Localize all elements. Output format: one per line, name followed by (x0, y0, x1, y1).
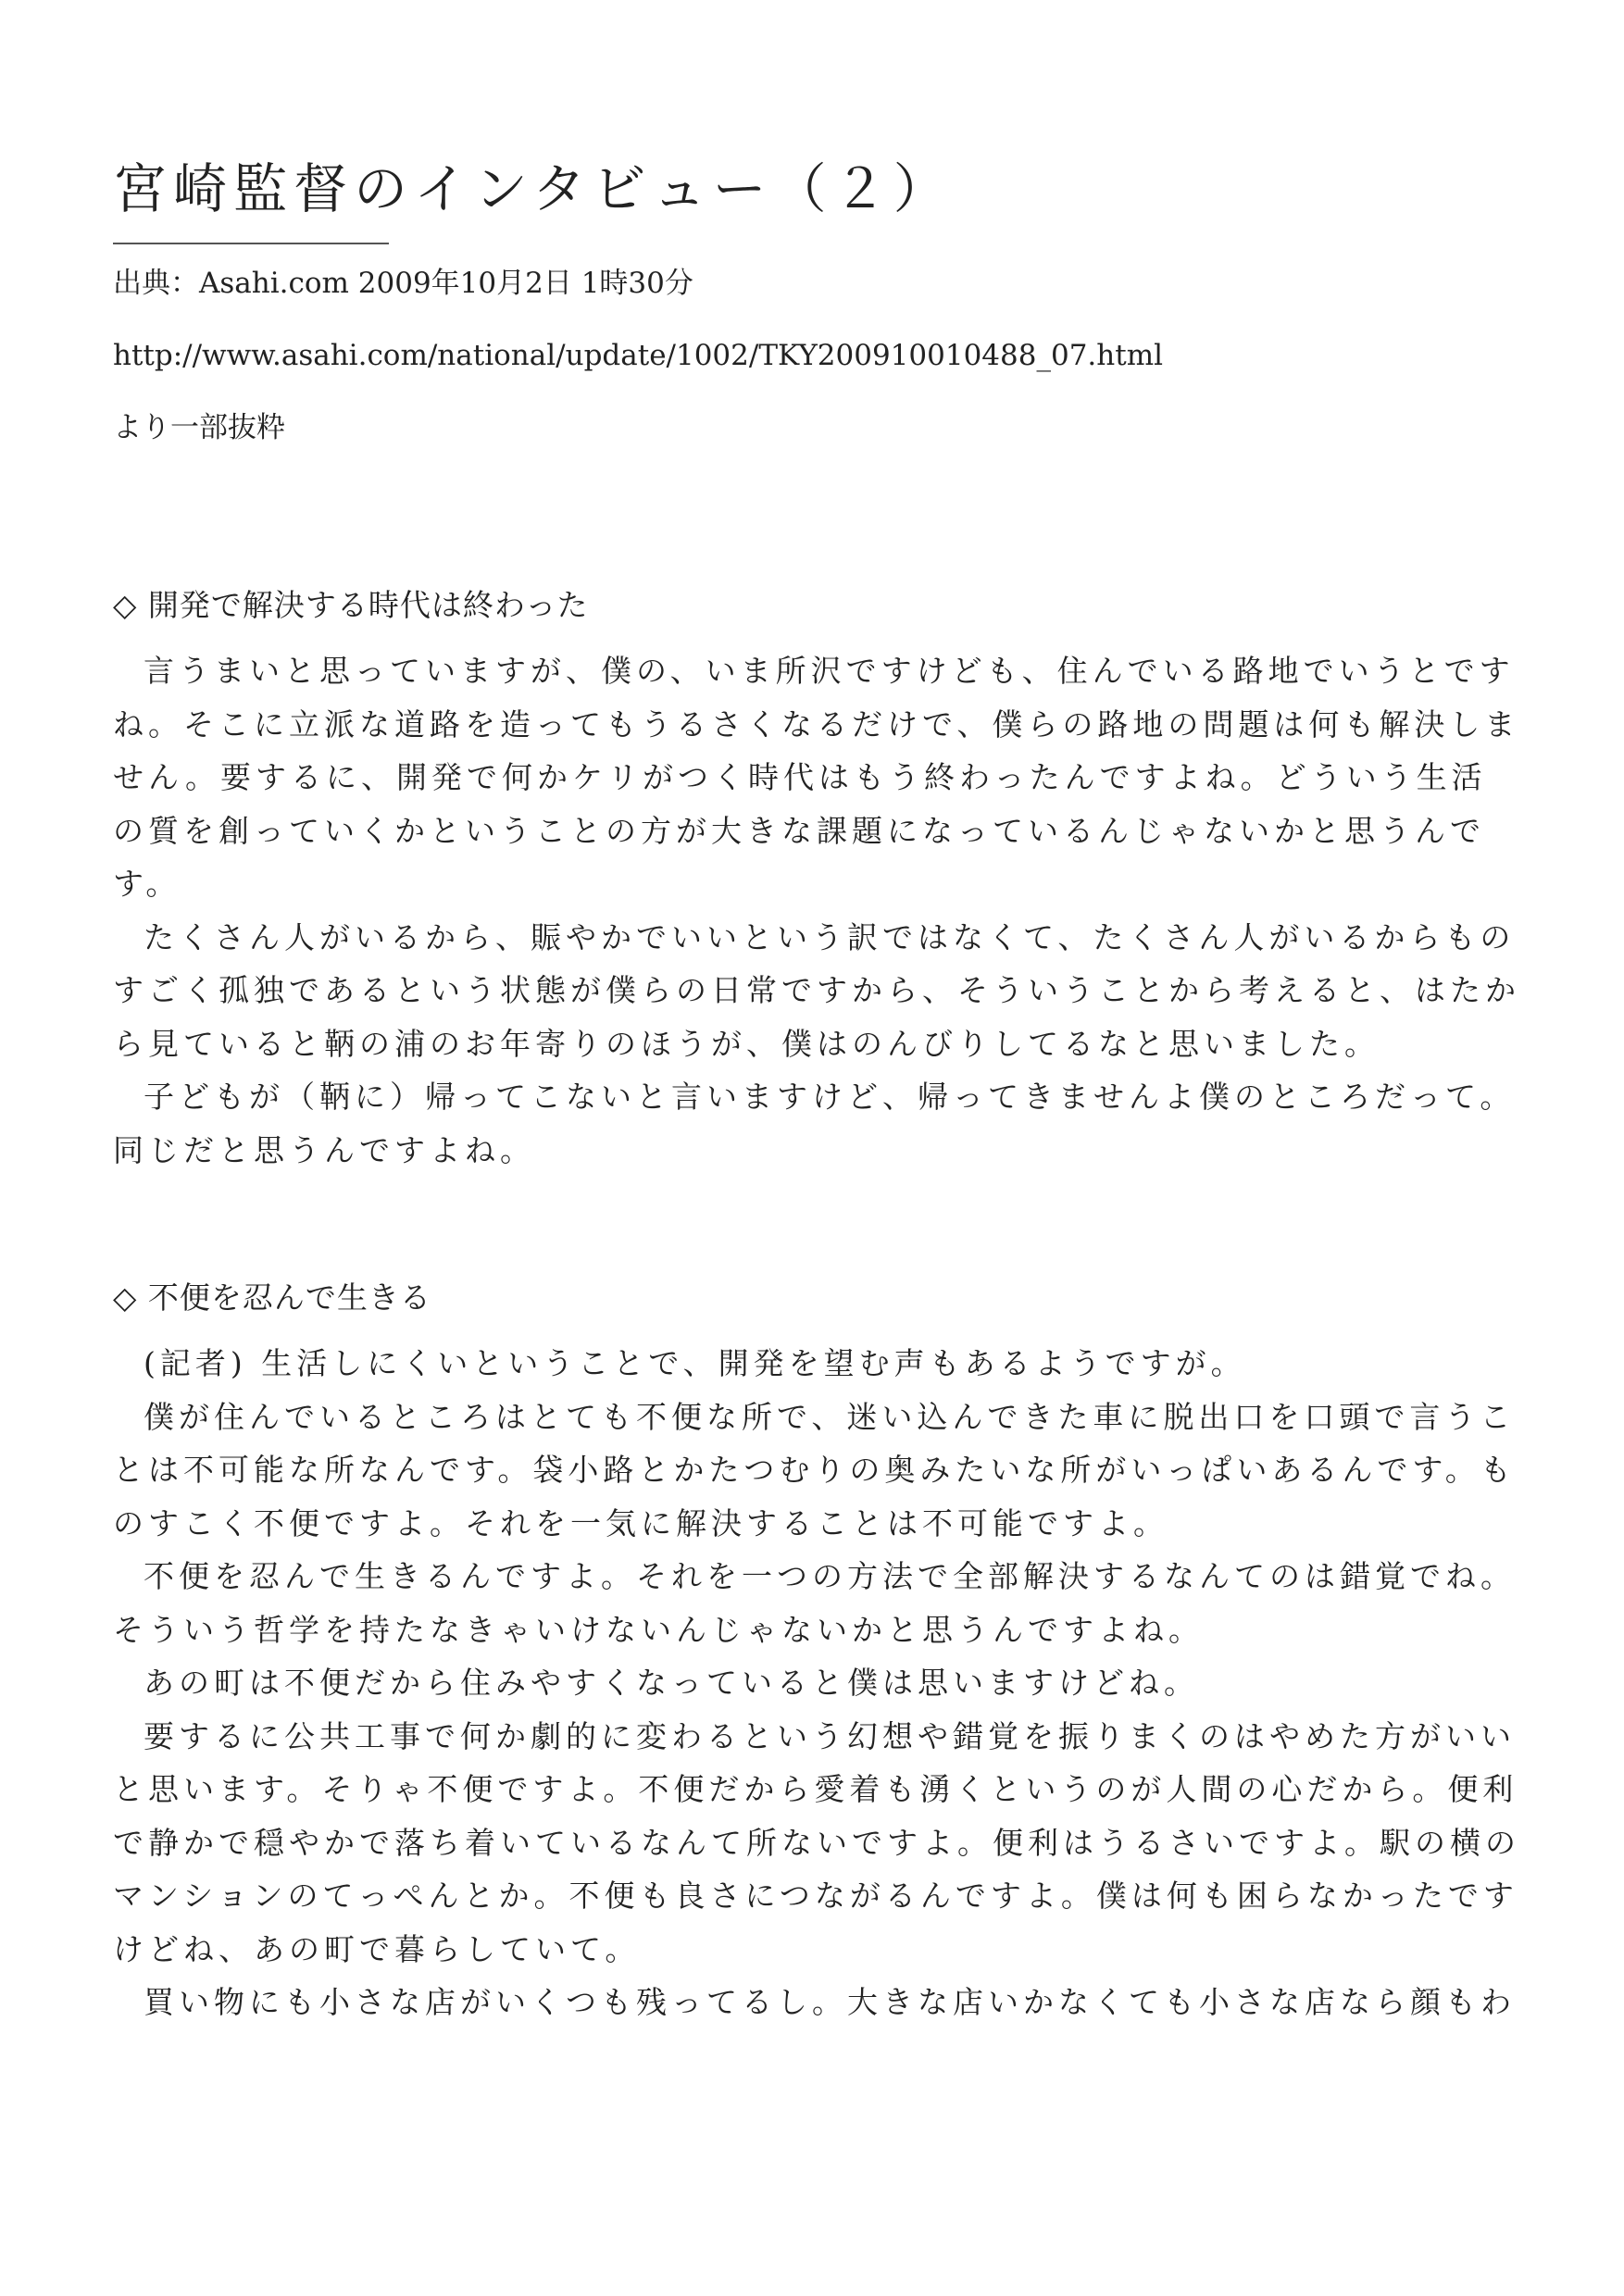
body-paragraph: たくさん人がいるから、賑やかでいいという訳ではなくて、たくさん人がいるからものすごく孤独であるという状態が僕らの日常ですから、そういうことから考えると、はたから見ていると鞆の浦のお年寄りのほうが、僕はのんびりしてるなと思いました。 (113, 918, 1520, 1062)
body-paragraph: 言うまいと思っていますが、僕の、いま所沢ですけども、住んでいる路地でいうとですね。そこに立派な道路を造ってもうるさくなるだけで、僕らの路地の問題は何も解決しません。要するに、開発で何かケリがつく時代はもう終わったんですよね。どういう生活の質を創っていくかということの方が大きな課題になっているんじゃないかと思うんです。 (113, 653, 1520, 902)
title-underline (113, 243, 389, 244)
body-paragraph: 買い物にも小さな店がいくつも残ってるし。大きな店いかなくても小さな店なら顔もわ (144, 1984, 1516, 2020)
body-paragraph: あの町は不便だから住みやすくなっていると僕は思いますけどね。 (144, 1665, 1199, 1701)
document-title: 宮崎監督のインタビュー（２） (113, 157, 954, 220)
section-heading: ◇ 開発で解決する時代は終わった (113, 587, 589, 623)
source-line-publication: 出典：Asahi.com 2009年10月2日 1時30分 (113, 267, 693, 300)
body-paragraph: 子どもが（鞆に）帰ってこないと言いますけど、帰ってきませんよ僕のところだって。同じだと思うんですよね。 (113, 1079, 1516, 1168)
source-citation (113, 265, 1163, 481)
body-paragraph: 不便を忍んで生きるんですよ。それを一つの方法で全部解決するなんてのは錯覚でね。そういう哲学を持たなきゃいけないんじゃないかと思うんですよね。 (113, 1558, 1516, 1648)
section-heading: ◇ 不便を忍んで生きる (113, 1279, 431, 1316)
section-development (113, 581, 1520, 1177)
body-paragraph: 僕が住んでいるところはとても不便な所で、迷い込んできた車に脱出口を口頭で言うことは不可能な所なんです。袋小路とかたつむりの奥みたいな所がいっぱいあるんです。ものすこく不便ですよ。それを一気に解決することは不可能ですよ。 (113, 1398, 1516, 1541)
document-page (113, 0, 1520, 2296)
body-paragraph: (記者) 生活しにくいということで、開発を望む声もあるようですが。 (144, 1345, 1246, 1381)
source-line-excerpt-note: より一部抜粋 (113, 411, 285, 444)
body-paragraph: 要するに公共工事で何か劇的に変わるという幻想や錯覚を振りまくのはやめた方がいいと思います。そりゃ不便ですよ。不便だから愛着も湧くというのが人間の心だから。便利で静かで穏やかで落ち着いているなんて所ないですよ。便利はうるさいですよ。駅の横のマンションのてっぺんとか。不便も良さにつながるんですよ。僕は何も困らなかったですけどね、あの町で暮らしていて。 (113, 1717, 1520, 1967)
section-inconvenience (113, 1274, 1520, 2029)
source-line-url: http://www.asahi.com/national/update/1002/TKY200910010488_07.html (113, 339, 1163, 372)
